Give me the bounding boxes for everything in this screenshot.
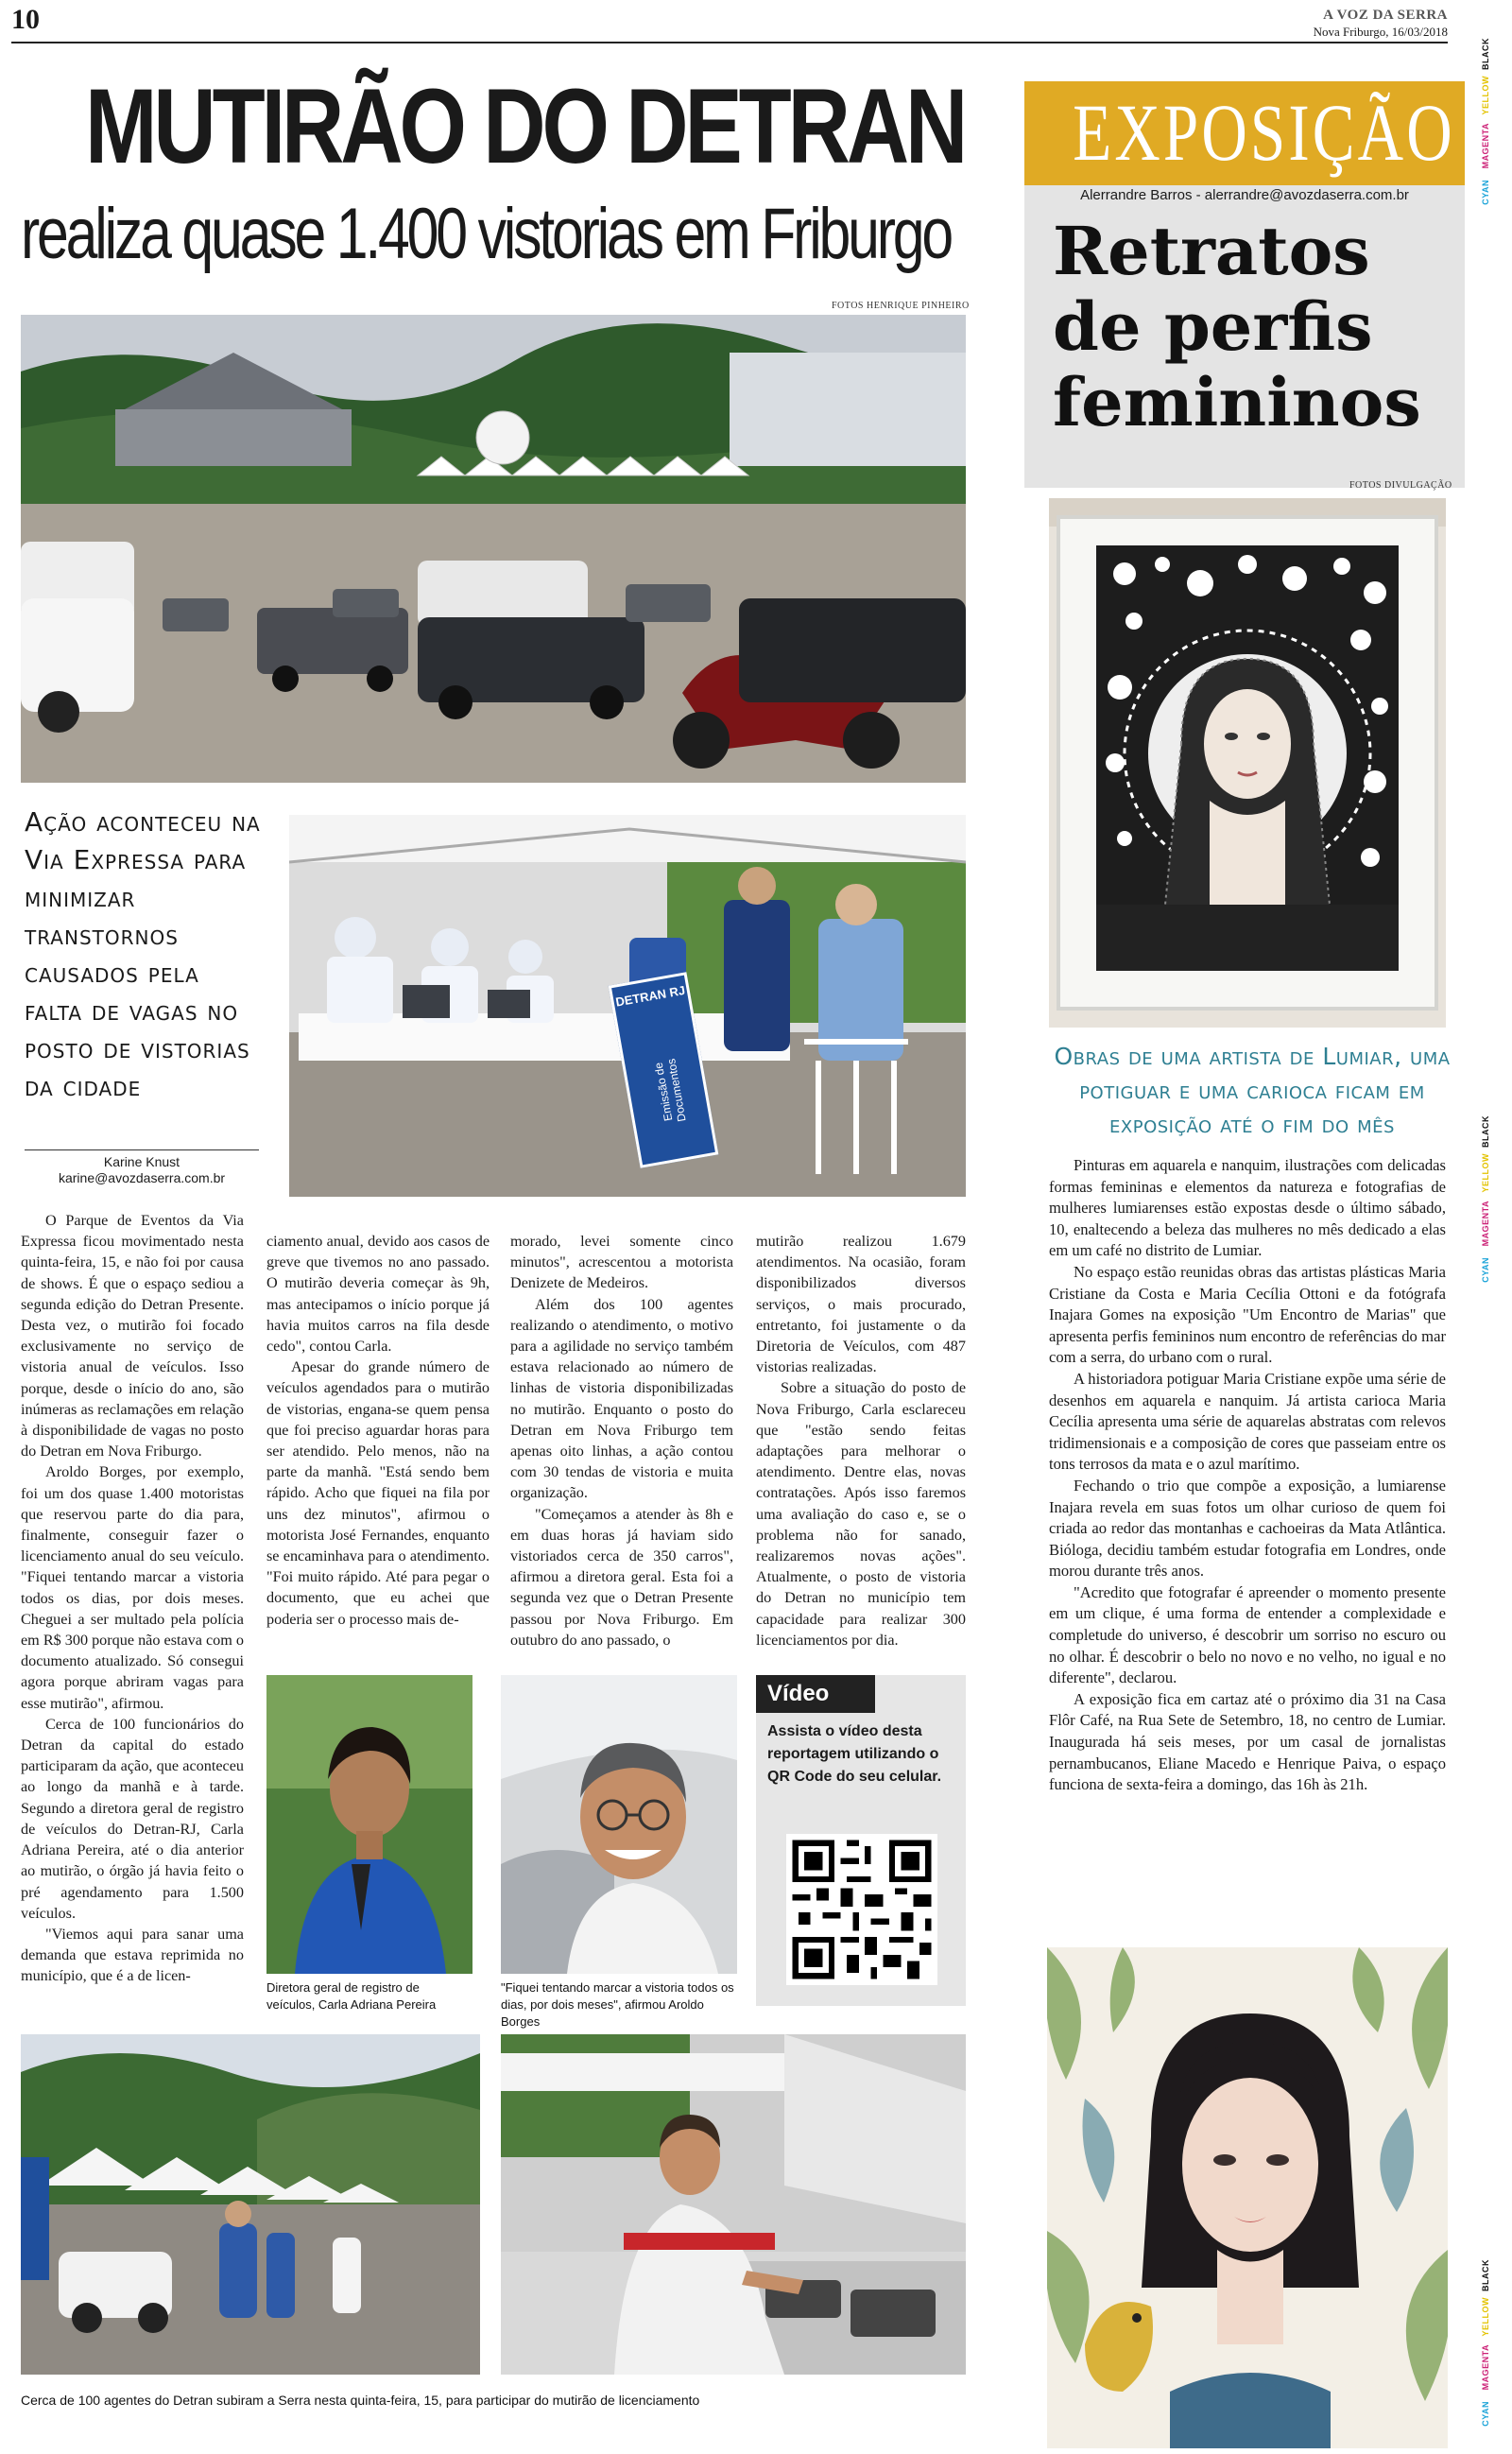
- header-rule: [11, 42, 1448, 43]
- exposicao-section-banner: [1024, 81, 1465, 185]
- reg-magenta: MAGENTA: [1481, 123, 1490, 169]
- main-col-3: morado, levei somente cinco minutos", acrescentou a motorista Denizete de Medeiros. Além dos 100 agentes realizando o atendimento, o motivo para a agilidade no serviço também estava relacionado ao número de linhas de vistoria disponibilizadas no mutirão. Enquanto o posto do Detran em Nova Friburgo tem apenas oito linhas, a ação contou com 30 tendas de vistoria e muita organização. "Começamos a atender às 8h e em duas horas já haviam sido vistoriados cerca de 350 carros", afirmou a diretora geral. Esta foi a segunda vez que o Detran Presente passou por Nova Friburgo. Em outubro do ano passado, o: [510, 1233, 733, 1649]
- main-col-4: mutirão realizou 1.679 atendimentos. Na ocasião, foram disponibilizados diversos serviços, o mais procurado, entretanto, foi justamente o da Diretoria de Veículos, com 487 vistorias realizadas. Sobre a situação do posto de Nova Friburgo, Carla esclareceu que "estão sendo feitas adaptações para melhorar o atendimento. Dentre elas, novas contratações. Após isso faremos uma avaliação do caso e, se o problema não for sanado, realizaremos novas ações". Atualmente, o posto de vistoria do Detran no município tem capacidade para realizar 300 licenciamentos por dia.: [756, 1233, 966, 1649]
- exposicao-section-label: EXPOSIÇÃO: [1073, 87, 1455, 178]
- caption-bottom: Cerca de 100 agentes do Detran subiram a Serra nesta quinta-feira, 15, para participar do mutirão de licenciamento: [21, 2393, 700, 2408]
- main-author-name: Karine Knust: [25, 1149, 259, 1169]
- exposicao-photo-credit: FOTOS DIVULGAÇÃO: [1349, 480, 1452, 491]
- carla-portrait-photo: [266, 1675, 472, 1974]
- reg-cyan: CYAN: [1481, 180, 1490, 205]
- detran-sign-title: DETRAN RJ: [614, 982, 687, 1010]
- registration-tent-photo: [289, 815, 966, 1197]
- exposicao-body: Pinturas em aquarela e nanquim, ilustrações com delicadas formas femininas e elementos da natureza e fotografias de mulheres lumiarenses estão expostas desde o último sábado, 10, enaltecendo a beleza das mulheres no mês dedicado a elas em um café no distrito de Lumiar. No espaço estão reunidas obras das artistas plásticas Maria Cristiane da Costa e Maria Cecília Ottoni e da fotógrafa Inajara Gomes na exposição "Um Encontro de Marias" que apresenta perfis femininos num encontro de referências do mar com a serra, do urbano com o rural. A historiadora potiguar Maria Cristiane expõe uma série de desenhos em aquarela e nanquim. Já artista carioca Maria Cecília apresenta uma série de aquarelas abstratas com relevos tridimensionais e a composição de cores que passeiam entre os tons terrosos da mata e o azul marítimo. Fechando o trio que compõe a exposição, a lumiarense Inajara revela em suas fotos um olhar curioso de quem foi criada ao redor das montanhas e cachoeiras da Mata Atlântica. Bióloga, decidiu também estudar fotografia em Londres, onde morou durante três anos. "Acredito que fotografar é apreender o momento presente em um clique, é uma forma de entender a complexidade e completude do universo, é descobrir um sorriso no escuro ou no olhar. É descobrir o belo no novo e no velho, no igual e no diferente", declarou. A exposição fica em cartaz até o próximo dia 31 na Casa Flôr Café, na Rua Sete de Setembro, 18, no centro de Lumiar. Inaugurada há seis meses, por um casal de jornalistas pernambucanos, Eliane Macedo e Henrique Paiva, o espaço funciona de sexta-feira a domingo, das 16h às 21h.: [1049, 1156, 1446, 1794]
- main-col-2: ciamento anual, devido aos casos de greve que tivemos no ano passado. O mutirão deveria começar às 9h, mas antecipamos o início porque já havia muitos carros na fila desde cedo", contou Carla. Apesar do grande número de veículos agendados para o mutirão de vistorias, engana-se quem pensa que foi preciso aguardar horas para ser atendido. Pelo menos, não na parte da manhã. "Está sendo bem rápido. Acho que fiquei na fila por uns dez minutos", afirmou o motorista José Fernandes, enquanto se encaminhava para o atendimento. "Foi muito rápido. Até para pegar o documento, que eu achei que poderia ser o processo mais de-: [266, 1233, 490, 1628]
- main-event-photo: [21, 315, 966, 783]
- main-author-email: karine@avozdaserra.com.br: [58, 1170, 226, 1185]
- page-number: 10: [11, 4, 40, 35]
- video-box-text: Assista o vídeo desta reportagem utilizando o QR Code do seu celular.: [767, 1723, 942, 1785]
- detran-sign-subtitle: Emissão de Documentos: [651, 1057, 689, 1123]
- caption-aroldo: "Fiquei tentando marcar a vistoria todos os dias, por dois meses", afirmou Aroldo Borges: [501, 1980, 734, 2029]
- watercolor-portrait-photo: [1047, 1947, 1448, 2448]
- reg-yellow: YELLOW: [1481, 76, 1490, 115]
- inspection-lanes-photo: [21, 2034, 480, 2375]
- reg-black: BLACK: [1481, 38, 1490, 70]
- exposicao-deck: Obras de uma artista de Lumiar, uma potiguar e uma carioca ficam em exposição até o fim do mês: [1054, 1043, 1451, 1138]
- caption-carla: Diretora geral de registro de veículos, Carla Adriana Pereira: [266, 1980, 437, 2012]
- qr-code[interactable]: [786, 1834, 937, 1985]
- main-col-1: O Parque de Eventos da Via Expressa ficou movimentado nesta quinta-feira, 15, e não foi por causa de shows. É que o espaço sediou a segunda edição do Detran Presente. Desta vez, o mutirão foi focado exclusivamente no serviço de vistoria anual de veículos. Isso porque, desde o início do ano, são inúmeras as reclamações em relação à disponibilidade de vagas no posto do Detran em Nova Friburgo. Aroldo Borges, por exemplo, foi um dos quase 1.400 motoristas que reservou parte do dia para, finalmente, conseguir fazer o licenciamento anual do seu veículo. "Fiquei tentando marcar a vistoria todos os dias, por dois meses. Cheguei a ser multado pela polícia em R$ 300 porque não estava com o documento atualizado. Só consegui agora porque abriram vagas para esse mutirão", afirmou. Cerca de 100 funcionários do Detran da capital do estado participaram da ação, que aconteceu ao longo da manhã e à tarde. Segundo a diretora geral de registro de veículos do Detran-RJ, Carla Adriana Pereira, até o dia anterior ao mutirão, o órgão já havia feito o pré agendamento para 1.500 veículos. "Viemos aqui para sanar uma demanda que estava reprimida no município, que é a de licen-: [21, 1212, 245, 1985]
- newspaper-name: A VOZ DA SERRA: [1323, 8, 1448, 23]
- main-photo-credit: FOTOS HENRIQUE PINHEIRO: [832, 301, 970, 311]
- exposicao-author: Alerrandre Barros - alerrandre@avozdaserra.com.br: [1080, 187, 1409, 203]
- aroldo-portrait-photo: [501, 1675, 737, 1974]
- exposicao-headline: Retratos de perfis femininos: [1053, 212, 1421, 441]
- main-headline: MUTIRÃO DO DETRAN: [85, 67, 965, 185]
- mechanic-inspection-photo: [501, 2034, 966, 2375]
- framed-drawing-photo: [1049, 498, 1446, 1028]
- dateline: Nova Friburgo, 16/03/2018: [1313, 25, 1448, 39]
- video-box: [756, 1675, 966, 2006]
- main-deck: Ação aconteceu na Via Expressa para minimizar transtornos causados pela falta de vagas no posto de vistorias da cidade: [25, 806, 261, 1102]
- main-subheadline: realiza quase 1.400 vistorias em Friburgo: [21, 194, 952, 274]
- video-box-title: Vídeo: [756, 1675, 875, 1713]
